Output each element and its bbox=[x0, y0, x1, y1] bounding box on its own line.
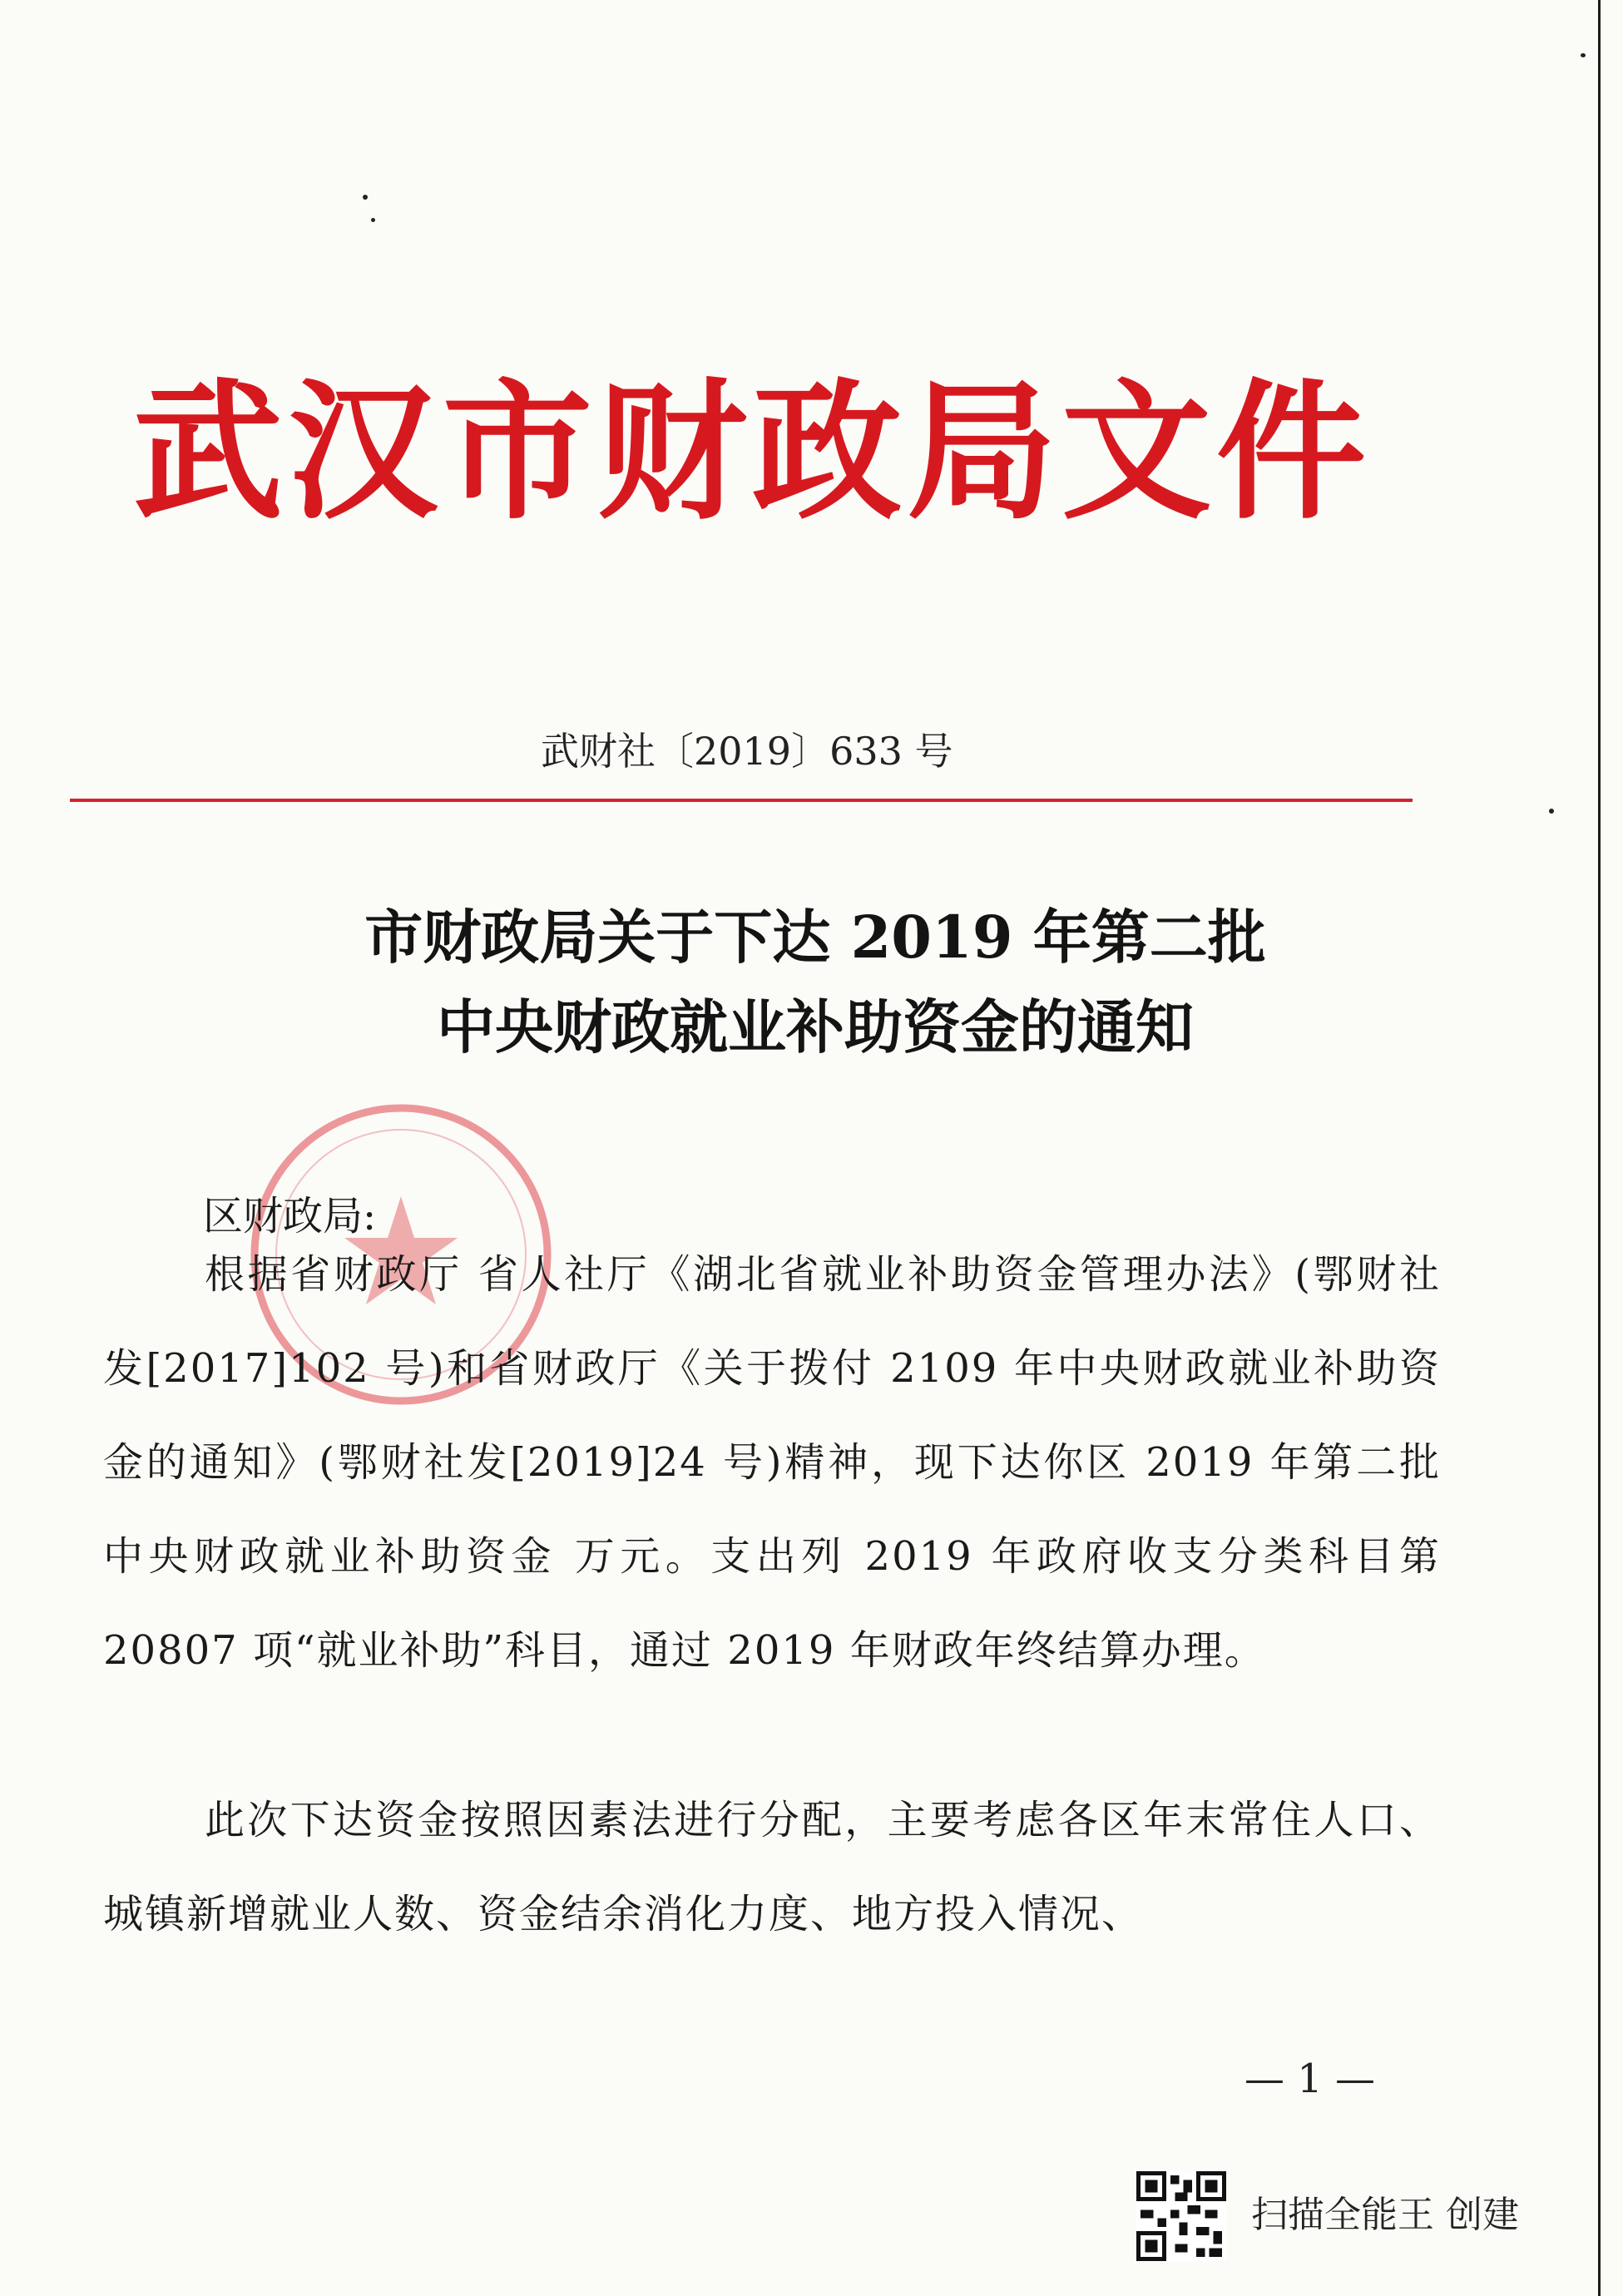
page-number: — 1 — bbox=[1244, 2056, 1376, 2102]
scanner-watermark: 扫描全能王 创建 bbox=[1251, 2194, 1519, 2236]
scan-speck bbox=[1581, 53, 1586, 57]
document-number: 武财社〔2019〕633 号 bbox=[541, 729, 953, 774]
scan-speck bbox=[1549, 809, 1554, 814]
scan-edge-line bbox=[1598, 0, 1601, 2296]
red-divider-rule bbox=[70, 799, 1413, 802]
salutation: 区财政局: bbox=[203, 1193, 377, 1240]
body-paragraph-1: 根据省财政厅 省人社厅《湖北省就业补助资金管理办法》(鄂财社发[2017]102 号)和省财政厅《关于拨付 2109 年中央财政就业补助资金的通知》(鄂财社发[2019]24 号)精神，现下达你区 2019 年第二批中央财政就业补助资金 万元。支出列 2019 年政府收支分类科目第 20807 项“就业补助”科目，通过 2019 年财政年终结算办理。 bbox=[103, 1251, 1441, 1674]
document-title-line-1: 市财政局关于下达 2019 年第二批 bbox=[364, 903, 1266, 972]
scan-speck bbox=[371, 218, 375, 222]
qr-code-icon bbox=[1136, 2171, 1226, 2261]
body-paragraph-2: 此次下达资金按照因素法进行分配，主要考虑各区年末常住人口、城镇新增就业人数、资金结余消化力度、地方投入情况、 bbox=[103, 1797, 1441, 1937]
document-title-line-2: 中央财政就业补助资金的通知 bbox=[437, 992, 1194, 1061]
masthead-title: 武汉市财政局文件 bbox=[133, 366, 1372, 540]
scan-speck bbox=[363, 195, 368, 200]
